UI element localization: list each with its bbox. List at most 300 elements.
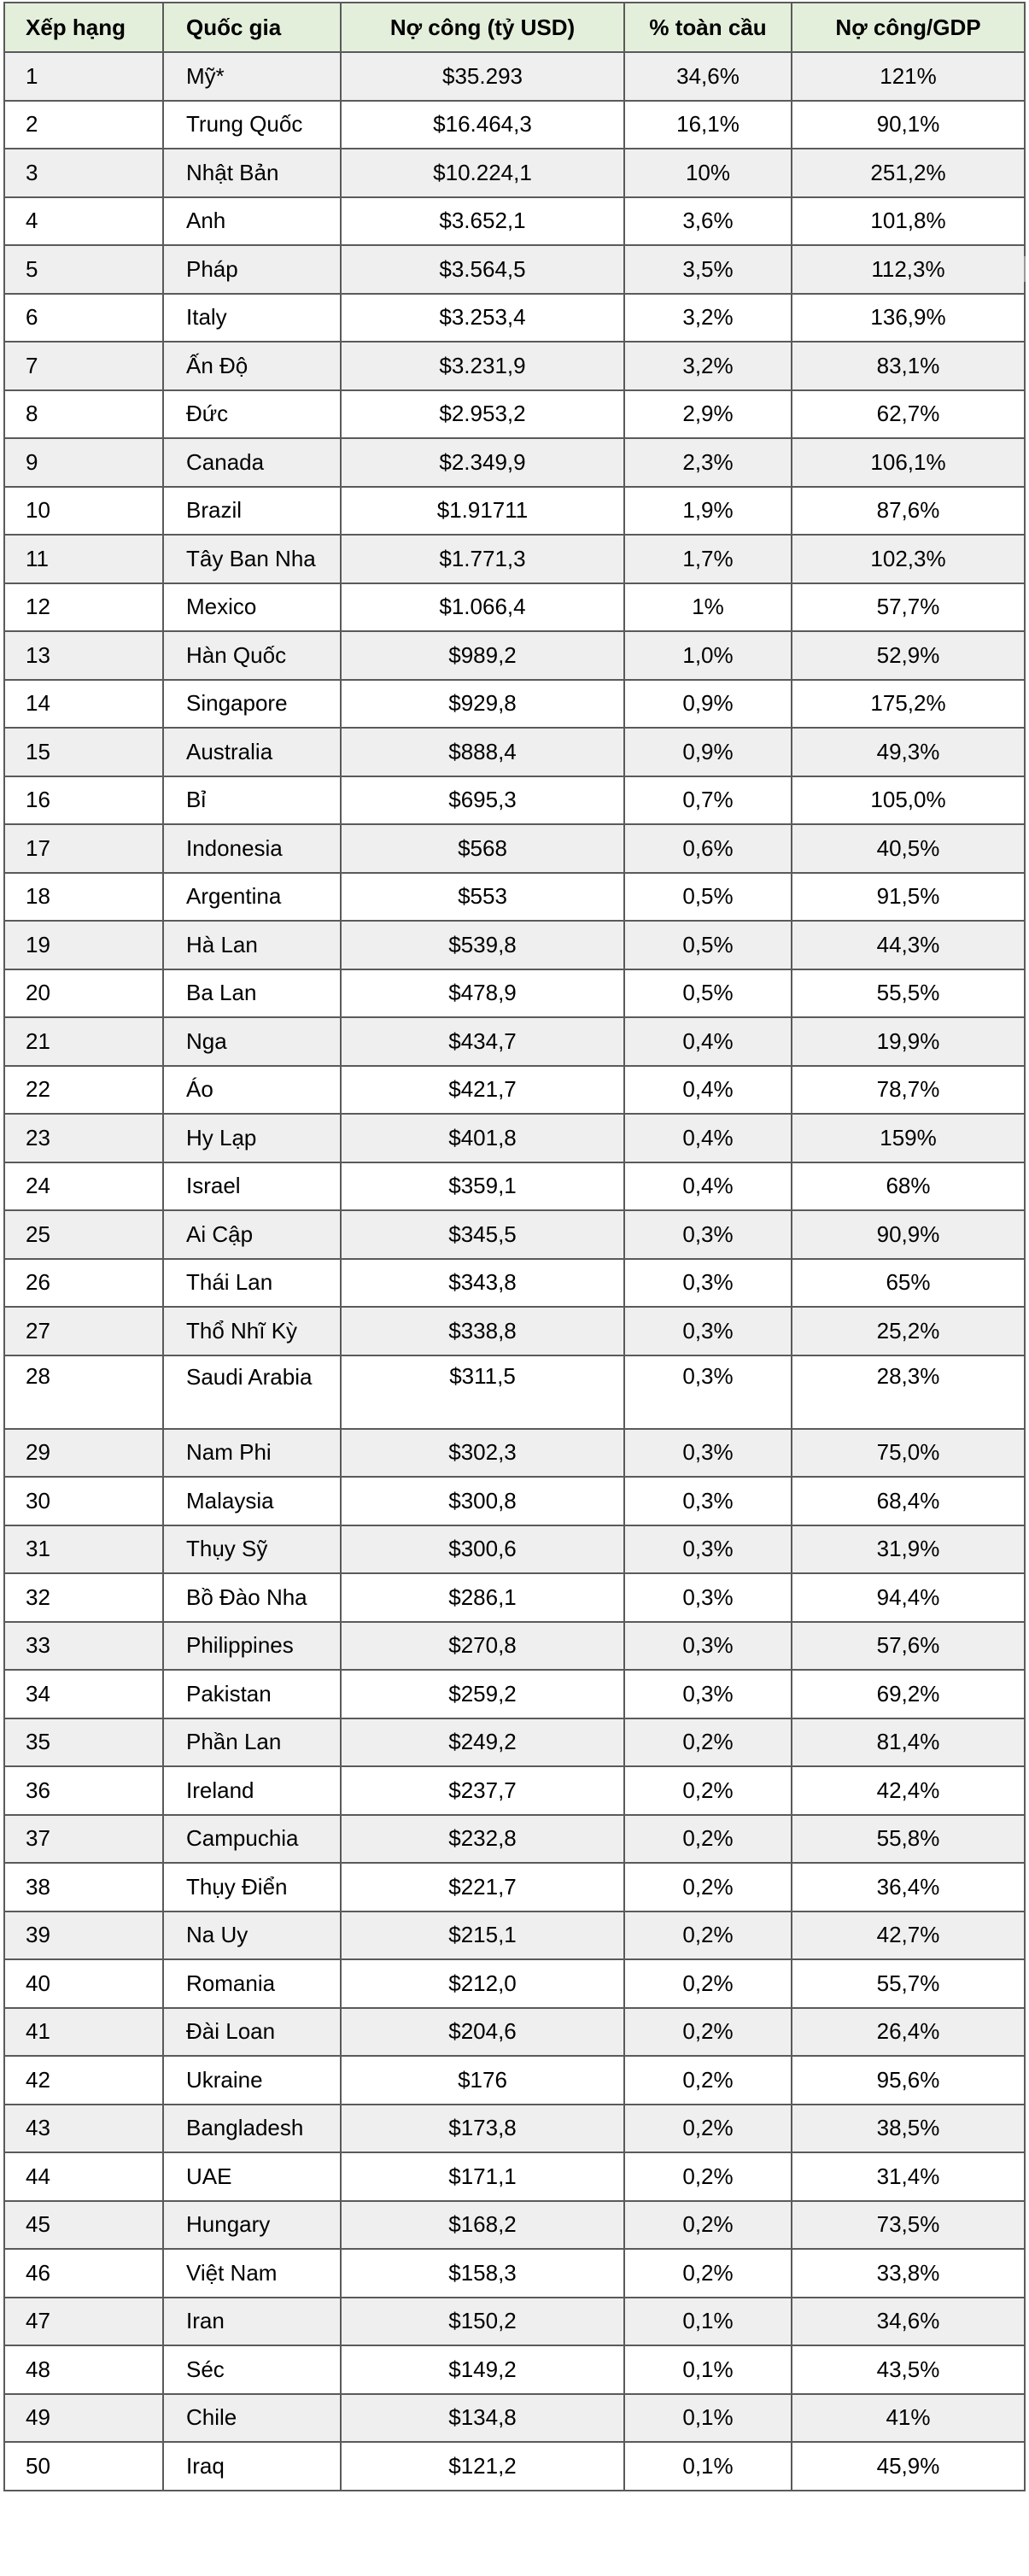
cell-rank: 33 — [4, 1622, 163, 1671]
cell-global-pct: 0,5% — [624, 873, 792, 922]
cell-global-pct: 1,7% — [624, 535, 792, 583]
cell-rank: 43 — [4, 2105, 163, 2153]
cell-global-pct: 0,4% — [624, 1017, 792, 1066]
cell-rank: 12 — [4, 583, 163, 632]
cell-debt-gdp: 106,1% — [792, 438, 1025, 487]
table-row — [4, 535, 1025, 583]
cell-debt-gdp: 31,4% — [792, 2152, 1025, 2201]
cell-country: Mỹ* — [163, 52, 341, 101]
cell-debt-gdp: 25,2% — [792, 1307, 1025, 1355]
header-debt-gdp: Nợ công/GDP — [792, 3, 1025, 52]
cell-debt: $1.066,4 — [341, 583, 624, 632]
cell-debt: $221,7 — [341, 1863, 624, 1912]
cell-debt: $343,8 — [341, 1259, 624, 1308]
cell-debt: $695,3 — [341, 776, 624, 825]
cell-debt-gdp: 101,8% — [792, 197, 1025, 246]
cell-country: Bangladesh — [163, 2105, 341, 2153]
table-header — [4, 3, 1025, 52]
cell-country: Việt Nam — [163, 2249, 341, 2298]
cell-country: Israel — [163, 1162, 341, 1211]
cell-global-pct: 0,6% — [624, 824, 792, 873]
table-row — [4, 631, 1025, 680]
cell-debt: $259,2 — [341, 1670, 624, 1718]
cell-country: Pháp — [163, 245, 341, 294]
cell-rank: 46 — [4, 2249, 163, 2298]
cell-debt: $270,8 — [341, 1622, 624, 1671]
cell-global-pct: 0,2% — [624, 1815, 792, 1864]
table-row — [4, 1210, 1025, 1259]
table-row — [4, 824, 1025, 873]
cell-country: Ba Lan — [163, 969, 341, 1018]
table-row — [4, 1622, 1025, 1671]
cell-global-pct: 3,6% — [624, 197, 792, 246]
table-row — [4, 2201, 1025, 2250]
cell-global-pct: 0,1% — [624, 2298, 792, 2346]
cell-global-pct: 2,3% — [624, 438, 792, 487]
cell-country: Đức — [163, 390, 341, 439]
cell-debt: $158,3 — [341, 2249, 624, 2298]
cell-rank: 5 — [4, 245, 163, 294]
cell-global-pct: 3,5% — [624, 245, 792, 294]
cell-rank: 27 — [4, 1307, 163, 1355]
cell-rank: 24 — [4, 1162, 163, 1211]
cell-debt-gdp: 31,9% — [792, 1525, 1025, 1574]
table-row — [4, 1766, 1025, 1815]
table-row — [4, 52, 1025, 101]
cell-debt: $553 — [341, 873, 624, 922]
cell-debt-gdp: 68,4% — [792, 1477, 1025, 1525]
cell-debt: $345,5 — [341, 1210, 624, 1259]
table-row — [4, 101, 1025, 149]
cell-debt-gdp: 105,0% — [792, 776, 1025, 825]
cell-country: Romania — [163, 1959, 341, 2008]
cell-debt: $212,0 — [341, 1959, 624, 2008]
cell-global-pct: 0,2% — [624, 2105, 792, 2153]
table-row — [4, 245, 1025, 294]
cell-rank: 49 — [4, 2394, 163, 2443]
cell-country: Séc — [163, 2345, 341, 2394]
table-row — [4, 2394, 1025, 2443]
cell-rank: 32 — [4, 1573, 163, 1622]
cell-country: Ireland — [163, 1766, 341, 1815]
cell-debt-gdp: 62,7% — [792, 390, 1025, 439]
cell-rank: 22 — [4, 1066, 163, 1115]
cell-rank: 4 — [4, 197, 163, 246]
header-row — [4, 3, 1025, 52]
cell-debt-gdp: 41% — [792, 2394, 1025, 2443]
table-row — [4, 2152, 1025, 2201]
cell-debt: $215,1 — [341, 1912, 624, 1960]
cell-debt-gdp: 68% — [792, 1162, 1025, 1211]
table-row — [4, 487, 1025, 536]
cell-rank: 37 — [4, 1815, 163, 1864]
header-global-pct: % toàn cầu — [624, 3, 792, 52]
cell-debt-gdp: 33,8% — [792, 2249, 1025, 2298]
cell-debt-gdp: 136,9% — [792, 294, 1025, 342]
table-row — [4, 776, 1025, 825]
cell-country: UAE — [163, 2152, 341, 2201]
cell-global-pct: 0,2% — [624, 1863, 792, 1912]
cell-global-pct: 1,0% — [624, 631, 792, 680]
cell-debt: $121,2 — [341, 2442, 624, 2491]
cell-rank: 25 — [4, 1210, 163, 1259]
cell-country: Trung Quốc — [163, 101, 341, 149]
cell-debt: $134,8 — [341, 2394, 624, 2443]
table-row — [4, 1670, 1025, 1718]
cell-rank: 3 — [4, 149, 163, 197]
cell-country: Thụy Sỹ — [163, 1525, 341, 1574]
table-row — [4, 1477, 1025, 1525]
table-row — [4, 873, 1025, 922]
cell-country: Hungary — [163, 2201, 341, 2250]
cell-global-pct: 0,4% — [624, 1162, 792, 1211]
cell-global-pct: 0,3% — [624, 1429, 792, 1478]
cell-debt: $302,3 — [341, 1429, 624, 1478]
cell-country: Argentina — [163, 873, 341, 922]
cell-debt-gdp: 42,4% — [792, 1766, 1025, 1815]
table-row — [4, 1718, 1025, 1767]
cell-debt-gdp: 159% — [792, 1114, 1025, 1162]
cell-rank: 30 — [4, 1477, 163, 1525]
table-row — [4, 1959, 1025, 2008]
cell-global-pct: 0,1% — [624, 2442, 792, 2491]
header-country: Quốc gia — [163, 3, 341, 52]
cell-country: Italy — [163, 294, 341, 342]
cell-rank: 2 — [4, 101, 163, 149]
cell-rank: 7 — [4, 342, 163, 390]
cell-rank: 47 — [4, 2298, 163, 2346]
cell-global-pct: 0,9% — [624, 728, 792, 776]
cell-debt-gdp: 57,6% — [792, 1622, 1025, 1671]
cell-debt-gdp: 19,9% — [792, 1017, 1025, 1066]
cell-global-pct: 3,2% — [624, 294, 792, 342]
cell-global-pct: 1% — [624, 583, 792, 632]
cell-global-pct: 1,9% — [624, 487, 792, 536]
cell-debt-gdp: 78,7% — [792, 1066, 1025, 1115]
table-row — [4, 728, 1025, 776]
cell-country: Iran — [163, 2298, 341, 2346]
cell-debt: $232,8 — [341, 1815, 624, 1864]
cell-country: Na Uy — [163, 1912, 341, 1960]
cell-rank: 31 — [4, 1525, 163, 1574]
cell-country: Thụy Điển — [163, 1863, 341, 1912]
cell-rank: 17 — [4, 824, 163, 873]
cell-debt: $149,2 — [341, 2345, 624, 2394]
cell-debt: $3.564,5 — [341, 245, 624, 294]
cell-rank: 23 — [4, 1114, 163, 1162]
scroll-marker — [1024, 256, 1026, 282]
cell-debt-gdp: 91,5% — [792, 873, 1025, 922]
cell-rank: 9 — [4, 438, 163, 487]
cell-rank: 34 — [4, 1670, 163, 1718]
cell-debt: $929,8 — [341, 680, 624, 729]
cell-country: Ukraine — [163, 2056, 341, 2105]
cell-debt-gdp: 38,5% — [792, 2105, 1025, 2153]
table-row — [4, 1355, 1025, 1429]
cell-rank: 8 — [4, 390, 163, 439]
cell-debt: $286,1 — [341, 1573, 624, 1622]
cell-rank: 1 — [4, 52, 163, 101]
header-debt: Nợ công (tỷ USD) — [341, 3, 624, 52]
table-row — [4, 2008, 1025, 2057]
cell-global-pct: 0,2% — [624, 2152, 792, 2201]
cell-debt: $171,1 — [341, 2152, 624, 2201]
cell-debt-gdp: 75,0% — [792, 1429, 1025, 1478]
cell-country: Hà Lan — [163, 921, 341, 969]
cell-rank: 14 — [4, 680, 163, 729]
cell-debt: $249,2 — [341, 1718, 624, 1767]
table-row — [4, 1114, 1025, 1162]
cell-global-pct: 34,6% — [624, 52, 792, 101]
cell-debt: $237,7 — [341, 1766, 624, 1815]
cell-debt: $989,2 — [341, 631, 624, 680]
cell-debt-gdp: 49,3% — [792, 728, 1025, 776]
cell-debt-gdp: 26,4% — [792, 2008, 1025, 2057]
cell-rank: 39 — [4, 1912, 163, 1960]
cell-country: Phần Lan — [163, 1718, 341, 1767]
cell-debt-gdp: 90,9% — [792, 1210, 1025, 1259]
cell-debt-gdp: 44,3% — [792, 921, 1025, 969]
cell-global-pct: 0,3% — [624, 1670, 792, 1718]
cell-country: Thái Lan — [163, 1259, 341, 1308]
cell-debt-gdp: 81,4% — [792, 1718, 1025, 1767]
cell-rank: 26 — [4, 1259, 163, 1308]
cell-country: Bồ Đào Nha — [163, 1573, 341, 1622]
cell-debt: $3.231,9 — [341, 342, 624, 390]
cell-global-pct: 0,2% — [624, 1718, 792, 1767]
cell-global-pct: 0,3% — [624, 1525, 792, 1574]
cell-country: Iraq — [163, 2442, 341, 2491]
cell-debt-gdp: 73,5% — [792, 2201, 1025, 2250]
table-row — [4, 583, 1025, 632]
cell-debt-gdp: 55,5% — [792, 969, 1025, 1018]
cell-rank: 38 — [4, 1863, 163, 1912]
cell-debt: $539,8 — [341, 921, 624, 969]
cell-debt-gdp: 102,3% — [792, 535, 1025, 583]
table-body — [4, 52, 1025, 2491]
cell-global-pct: 0,3% — [624, 1210, 792, 1259]
cell-debt: $568 — [341, 824, 624, 873]
cell-country: Hàn Quốc — [163, 631, 341, 680]
debt-table-container — [3, 2, 1024, 2491]
cell-global-pct: 0,3% — [624, 1259, 792, 1308]
cell-debt-gdp: 43,5% — [792, 2345, 1025, 2394]
cell-global-pct: 0,4% — [624, 1114, 792, 1162]
cell-debt-gdp: 55,8% — [792, 1815, 1025, 1864]
cell-debt: $300,8 — [341, 1477, 624, 1525]
cell-debt-gdp: 87,6% — [792, 487, 1025, 536]
table-row — [4, 969, 1025, 1018]
cell-rank: 13 — [4, 631, 163, 680]
cell-debt-gdp: 94,4% — [792, 1573, 1025, 1622]
cell-debt: $338,8 — [341, 1307, 624, 1355]
cell-debt-gdp: 40,5% — [792, 824, 1025, 873]
cell-debt-gdp: 90,1% — [792, 101, 1025, 149]
cell-rank: 10 — [4, 487, 163, 536]
cell-country: Malaysia — [163, 1477, 341, 1525]
cell-debt: $3.652,1 — [341, 197, 624, 246]
cell-global-pct: 0,5% — [624, 969, 792, 1018]
table-row — [4, 1525, 1025, 1574]
table-row — [4, 2442, 1025, 2491]
cell-debt: $359,1 — [341, 1162, 624, 1211]
cell-country: Anh — [163, 197, 341, 246]
table-row — [4, 1429, 1025, 1478]
cell-country: Nhật Bản — [163, 149, 341, 197]
cell-country: Australia — [163, 728, 341, 776]
cell-rank: 18 — [4, 873, 163, 922]
cell-rank: 11 — [4, 535, 163, 583]
cell-global-pct: 0,3% — [624, 1477, 792, 1525]
table-row — [4, 1259, 1025, 1308]
cell-debt: $2.953,2 — [341, 390, 624, 439]
cell-country: Tây Ban Nha — [163, 535, 341, 583]
cell-global-pct: 0,3% — [624, 1355, 792, 1429]
cell-debt-gdp: 45,9% — [792, 2442, 1025, 2491]
table-row — [4, 680, 1025, 729]
cell-debt: $311,5 — [341, 1355, 624, 1429]
table-row — [4, 2249, 1025, 2298]
table-row — [4, 2105, 1025, 2153]
cell-global-pct: 0,3% — [624, 1573, 792, 1622]
cell-global-pct: 16,1% — [624, 101, 792, 149]
table-row — [4, 1307, 1025, 1355]
cell-rank: 36 — [4, 1766, 163, 1815]
cell-country: Brazil — [163, 487, 341, 536]
cell-debt-gdp: 83,1% — [792, 342, 1025, 390]
cell-global-pct: 0,9% — [624, 680, 792, 729]
cell-country: Singapore — [163, 680, 341, 729]
table-row — [4, 1573, 1025, 1622]
table-row — [4, 2345, 1025, 2394]
cell-country: Ấn Độ — [163, 342, 341, 390]
cell-rank: 48 — [4, 2345, 163, 2394]
cell-rank: 42 — [4, 2056, 163, 2105]
cell-global-pct: 0,3% — [624, 1307, 792, 1355]
cell-country: Thổ Nhĩ Kỳ — [163, 1307, 341, 1355]
cell-debt: $300,6 — [341, 1525, 624, 1574]
cell-global-pct: 0,5% — [624, 921, 792, 969]
cell-country: Bỉ — [163, 776, 341, 825]
table-row — [4, 1912, 1025, 1960]
table-row — [4, 294, 1025, 342]
cell-country: Chile — [163, 2394, 341, 2443]
table-row — [4, 1863, 1025, 1912]
cell-global-pct: 0,2% — [624, 1912, 792, 1960]
table-row — [4, 921, 1025, 969]
cell-country: Áo — [163, 1066, 341, 1115]
cell-debt-gdp: 36,4% — [792, 1863, 1025, 1912]
table-row — [4, 1066, 1025, 1115]
public-debt-table — [3, 2, 1026, 2491]
cell-country: Indonesia — [163, 824, 341, 873]
cell-debt: $3.253,4 — [341, 294, 624, 342]
table-row — [4, 342, 1025, 390]
cell-debt-gdp: 28,3% — [792, 1355, 1025, 1429]
cell-country: Mexico — [163, 583, 341, 632]
cell-debt: $1.771,3 — [341, 535, 624, 583]
cell-global-pct: 0,2% — [624, 2056, 792, 2105]
cell-rank: 21 — [4, 1017, 163, 1066]
cell-global-pct: 0,2% — [624, 1766, 792, 1815]
cell-rank: 35 — [4, 1718, 163, 1767]
cell-debt-gdp: 65% — [792, 1259, 1025, 1308]
cell-debt-gdp: 121% — [792, 52, 1025, 101]
cell-rank: 19 — [4, 921, 163, 969]
cell-rank: 41 — [4, 2008, 163, 2057]
table-row — [4, 197, 1025, 246]
cell-country: Philippines — [163, 1622, 341, 1671]
table-row — [4, 1017, 1025, 1066]
cell-debt-gdp: 95,6% — [792, 2056, 1025, 2105]
cell-debt: $35.293 — [341, 52, 624, 101]
cell-rank: 29 — [4, 1429, 163, 1478]
cell-rank: 28 — [4, 1355, 163, 1429]
cell-global-pct: 0,1% — [624, 2345, 792, 2394]
cell-debt: $150,2 — [341, 2298, 624, 2346]
cell-global-pct: 2,9% — [624, 390, 792, 439]
cell-debt: $10.224,1 — [341, 149, 624, 197]
table-row — [4, 1815, 1025, 1864]
cell-rank: 50 — [4, 2442, 163, 2491]
table-row — [4, 1162, 1025, 1211]
cell-global-pct: 0,7% — [624, 776, 792, 825]
cell-global-pct: 0,2% — [624, 2249, 792, 2298]
table-row — [4, 438, 1025, 487]
cell-rank: 40 — [4, 1959, 163, 2008]
cell-debt: $176 — [341, 2056, 624, 2105]
table-row — [4, 149, 1025, 197]
cell-global-pct: 0,2% — [624, 1959, 792, 2008]
cell-rank: 20 — [4, 969, 163, 1018]
cell-rank: 15 — [4, 728, 163, 776]
cell-global-pct: 0,2% — [624, 2008, 792, 2057]
cell-global-pct: 0,1% — [624, 2394, 792, 2443]
cell-debt-gdp: 42,7% — [792, 1912, 1025, 1960]
cell-debt: $434,7 — [341, 1017, 624, 1066]
cell-debt: $173,8 — [341, 2105, 624, 2153]
cell-country: Nga — [163, 1017, 341, 1066]
cell-country: Ai Cập — [163, 1210, 341, 1259]
cell-debt-gdp: 69,2% — [792, 1670, 1025, 1718]
cell-country: Pakistan — [163, 1670, 341, 1718]
cell-country: Saudi Arabia — [163, 1355, 341, 1429]
cell-rank: 44 — [4, 2152, 163, 2201]
cell-debt: $168,2 — [341, 2201, 624, 2250]
cell-debt: $401,8 — [341, 1114, 624, 1162]
cell-rank: 16 — [4, 776, 163, 825]
cell-debt: $421,7 — [341, 1066, 624, 1115]
table-row — [4, 2056, 1025, 2105]
cell-debt-gdp: 34,6% — [792, 2298, 1025, 2346]
cell-debt-gdp: 52,9% — [792, 631, 1025, 680]
table-row — [4, 390, 1025, 439]
cell-country: Nam Phi — [163, 1429, 341, 1478]
cell-debt: $16.464,3 — [341, 101, 624, 149]
header-rank: Xếp hạng — [4, 3, 163, 52]
cell-debt: $204,6 — [341, 2008, 624, 2057]
cell-country: Campuchia — [163, 1815, 341, 1864]
cell-debt: $888,4 — [341, 728, 624, 776]
cell-debt: $478,9 — [341, 969, 624, 1018]
cell-rank: 45 — [4, 2201, 163, 2250]
cell-debt-gdp: 55,7% — [792, 1959, 1025, 2008]
cell-country: Hy Lạp — [163, 1114, 341, 1162]
cell-global-pct: 10% — [624, 149, 792, 197]
cell-rank: 6 — [4, 294, 163, 342]
cell-country: Đài Loan — [163, 2008, 341, 2057]
cell-debt: $2.349,9 — [341, 438, 624, 487]
